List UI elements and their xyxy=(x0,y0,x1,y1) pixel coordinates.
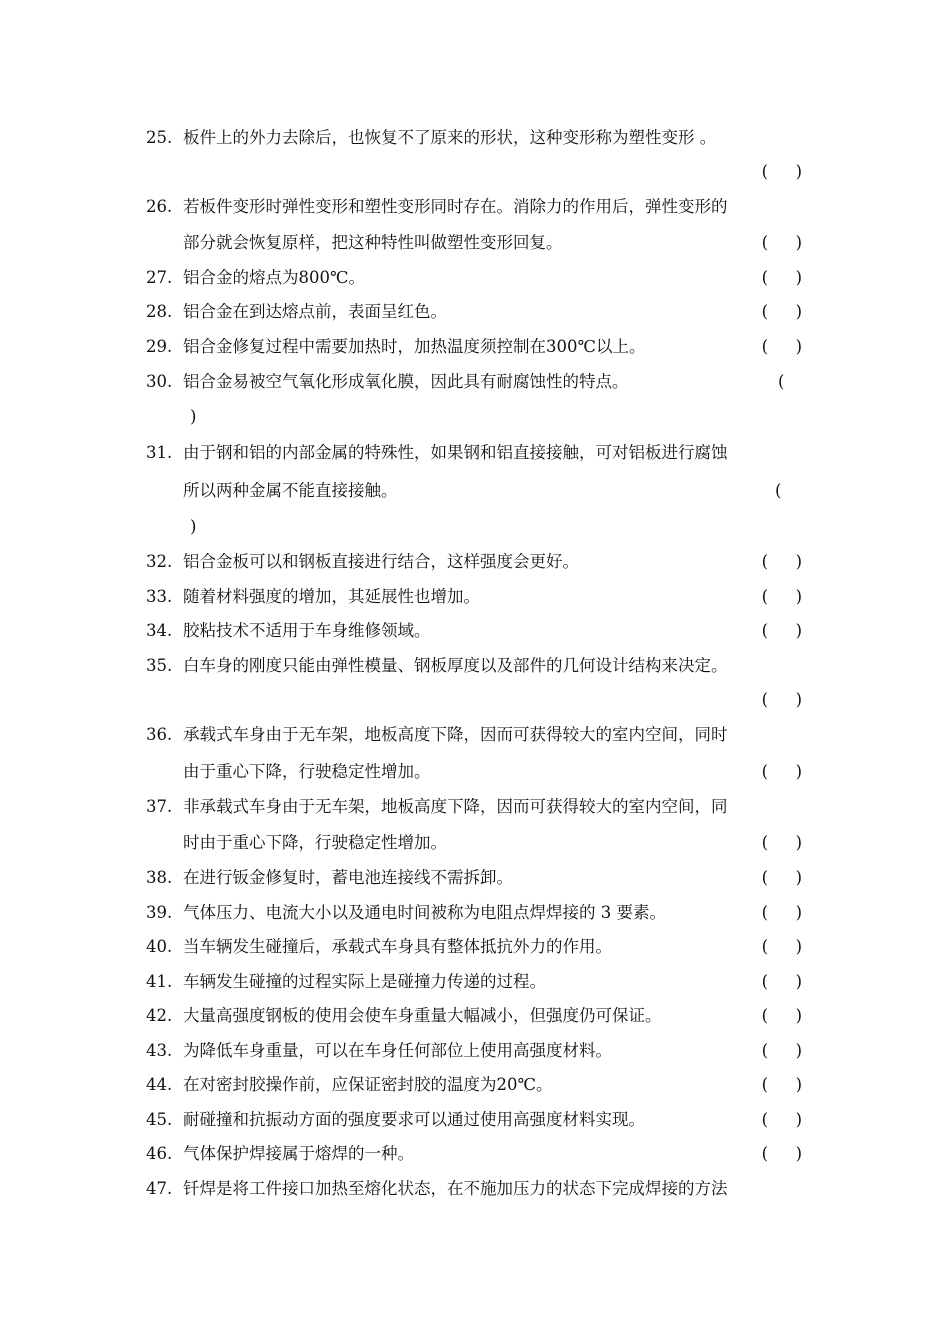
question-text-continued: 时由于重心下降，行驶稳定性增加。 xyxy=(183,833,447,852)
question-number: 32. xyxy=(146,552,173,571)
question-number: 44. xyxy=(146,1075,173,1094)
question-text: 白车身的刚度只能由弹性模量、钢板厚度以及部件的几何设计结构来决定。 xyxy=(183,656,728,675)
question-text: 当车辆发生碰撞后，承载式车身具有整体抵抗外力的作用。 xyxy=(183,937,612,956)
question-text: 铝合金在到达熔点前，表面呈红色。 xyxy=(183,302,447,321)
answer-parens: ( ) xyxy=(761,302,802,321)
answer-paren-close: ) xyxy=(190,407,197,426)
question-text-continued: 部分就会恢复原样，把这种特性叫做塑性变形回复。 xyxy=(183,233,563,252)
question-number: 40. xyxy=(146,937,173,956)
question-number: 36. xyxy=(146,725,173,744)
question-text: 为降低车身重量，可以在车身任何部位上使用高强度材料。 xyxy=(183,1041,612,1060)
question-text: 若板件变形时弹性变形和塑性变形同时存在。消除力的作用后，弹性变形的 xyxy=(183,197,728,216)
answer-parens: ( ) xyxy=(761,621,802,640)
question-text: 耐碰撞和抗振动方面的强度要求可以通过使用高强度材料实现。 xyxy=(183,1110,645,1129)
answer-parens: ( ) xyxy=(761,903,802,922)
question-number: 37. xyxy=(146,797,173,816)
question-text: 钎焊是将工件接口加热至熔化状态，在不施加压力的状态下完成焊接的方法 xyxy=(183,1179,728,1198)
question-text: 铝合金的熔点为800℃。 xyxy=(183,268,365,287)
answer-parens: ( ) xyxy=(761,1041,802,1060)
question-text: 胶粘技术不适用于车身维修领域。 xyxy=(183,621,431,640)
question-number: 29. xyxy=(146,337,173,356)
answer-parens: ( ) xyxy=(761,937,802,956)
question-number: 34. xyxy=(146,621,173,640)
answer-parens: ( ) xyxy=(761,762,802,781)
question-text: 由于钢和铝的内部金属的特殊性，如果钢和铝直接接触，可对铝板进行腐蚀 xyxy=(183,443,728,462)
answer-paren-open: ( xyxy=(775,481,782,500)
answer-parens: ( ) xyxy=(761,1006,802,1025)
question-text: 气体压力、电流大小以及通电时间被称为电阻点焊焊接的 3 要素。 xyxy=(183,903,666,922)
answer-parens: ( ) xyxy=(761,833,802,852)
question-text: 车辆发生碰撞的过程实际上是碰撞力传递的过程。 xyxy=(183,972,546,991)
answer-parens: ( ) xyxy=(761,337,802,356)
answer-parens: ( ) xyxy=(761,552,802,571)
question-text: 在进行钣金修复时，蓄电池连接线不需拆卸。 xyxy=(183,868,513,887)
question-number: 39. xyxy=(146,903,173,922)
question-text-continued: 所以两种金属不能直接接触。 xyxy=(183,481,398,500)
answer-parens: ( ) xyxy=(761,1110,802,1129)
answer-parens: ( ) xyxy=(761,868,802,887)
question-number: 28. xyxy=(146,302,173,321)
question-number: 41. xyxy=(146,972,173,991)
question-number: 25. xyxy=(146,128,173,147)
answer-parens: ( ) xyxy=(761,233,802,252)
question-number: 47. xyxy=(146,1179,173,1198)
question-number: 27. xyxy=(146,268,173,287)
answer-paren-close: ) xyxy=(190,517,197,536)
question-text: 承载式车身由于无车架，地板高度下降，因而可获得较大的室内空间，同时 xyxy=(183,725,728,744)
question-text: 非承载式车身由于无车架，地板高度下降，因而可获得较大的室内空间，同 xyxy=(183,797,728,816)
question-number: 45. xyxy=(146,1110,173,1129)
question-text: 铝合金修复过程中需要加热时，加热温度须控制在300℃以上。 xyxy=(183,337,646,356)
question-number: 38. xyxy=(146,868,173,887)
question-text: 随着材料强度的增加，其延展性也增加。 xyxy=(183,587,480,606)
question-text: 在对密封胶操作前，应保证密封胶的温度为20℃。 xyxy=(183,1075,553,1094)
question-number: 43. xyxy=(146,1041,173,1060)
question-number: 42. xyxy=(146,1006,173,1025)
question-number: 31. xyxy=(146,443,173,462)
answer-parens: ( ) xyxy=(761,162,802,181)
answer-parens: ( ) xyxy=(761,1144,802,1163)
answer-paren-open: ( xyxy=(778,372,785,391)
answer-parens: ( ) xyxy=(761,268,802,287)
question-number: 33. xyxy=(146,587,173,606)
question-number: 26. xyxy=(146,197,173,216)
question-number: 30. xyxy=(146,372,173,391)
question-text: 气体保护焊接属于熔焊的一种。 xyxy=(183,1144,414,1163)
question-text: 铝合金板可以和钢板直接进行结合，这样强度会更好。 xyxy=(183,552,579,571)
question-text-continued: 由于重心下降，行驶稳定性增加。 xyxy=(183,762,431,781)
question-number: 35. xyxy=(146,656,173,675)
answer-parens: ( ) xyxy=(761,587,802,606)
question-text: 板件上的外力去除后，也恢复不了原来的形状，这种变形称为塑性变形 。 xyxy=(183,128,717,147)
answer-parens: ( ) xyxy=(761,972,802,991)
question-text: 大量高强度钢板的使用会使车身重量大幅减小，但强度仍可保证。 xyxy=(183,1006,662,1025)
question-number: 46. xyxy=(146,1144,173,1163)
question-text: 铝合金易被空气氧化形成氧化膜，因此具有耐腐蚀性的特点。 xyxy=(183,372,629,391)
answer-parens: ( ) xyxy=(761,690,802,709)
answer-parens: ( ) xyxy=(761,1075,802,1094)
